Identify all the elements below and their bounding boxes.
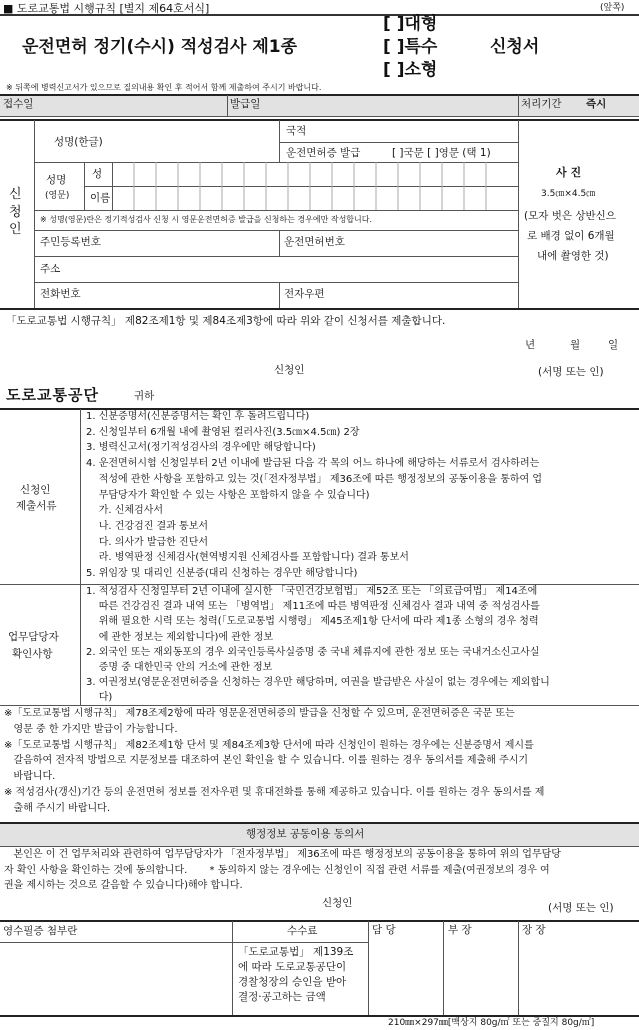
- license-language-choice[interactable]: [ ]국문 [ ]영문 (택 1): [392, 147, 491, 159]
- header-note: ※ 뒤쪽에 병력신고서가 있으므로 질의내용 확인 후 적어서 함께 제출하여 주시기 바랍니다.: [6, 83, 322, 92]
- approver-owner: 담 당: [372, 924, 396, 936]
- document-item: 5. 위임장 및 대리인 신분증(대리 신청하는 경우만 해당합니다): [86, 568, 358, 579]
- form-title: 운전면허 정기(수시) 적성검사 제1종: [22, 37, 298, 57]
- note-line: ※「도로교통법 시행규칙」 제78조제2항에 따라 영문운전면허증의 발급을 신청할 수 있으며, 운전면허증은 국문 또는: [4, 708, 515, 719]
- name-english-sub: (영문): [45, 191, 70, 201]
- consent-line: 자 확인 사항을 확인하는 것에 동의합니다. * 동의하지 않는 경우에는 신청인이 직접 관련 서류를 제출(여권정보의 경우 여: [4, 864, 550, 876]
- paper-spec: 210㎜×297㎜[백상지 80g/㎡ 또는 중질지 80g/㎡]: [388, 1018, 595, 1028]
- given-name-label: 이름: [90, 192, 111, 204]
- nationality-label: 국적: [286, 125, 307, 137]
- fee-text-1: 「도로교통법」 제139조: [238, 946, 354, 958]
- applicant-section-label: 신 청 인: [9, 187, 22, 238]
- verification-item: 위해 필요한 시력 또는 청력(「도로교통법 시행령」 제45조제1항 단서에 따라 제1종 소형의 경우 청력: [86, 616, 539, 628]
- fee-text-2: 에 따라 도로교통공단이: [238, 961, 347, 973]
- approver-section: 부 장: [448, 924, 472, 936]
- consent-sign-label: (서명 또는 인): [548, 902, 614, 914]
- verification-item: 에 관한 정보는 제외합니다)에 관한 정보: [86, 631, 274, 643]
- consent-applicant-label: 신청인: [322, 897, 353, 909]
- document-item: 2. 신청일부터 6개월 내에 촬영된 컬러사진(3.5㎝×4.5㎝) 2장: [86, 426, 360, 438]
- verification-label-2: 확인사항: [12, 648, 53, 660]
- fee-text-3: 경찰청장의 승인을 받아: [238, 976, 347, 988]
- verification-item: 2. 외국인 또는 재외동포의 경우 외국인등록사실증명 중 국내 체류지에 관한 정보 또는 국내거소신고사실: [86, 646, 540, 658]
- note-line: 바랍니다.: [4, 771, 56, 783]
- issue-date-label: 발급일: [230, 98, 261, 110]
- fee-label: 수수료: [287, 925, 318, 937]
- consent-line: 권을 제시하는 것으로 갈음할 수 있습니다)해야 합니다.: [4, 880, 243, 891]
- processing-period-label: 처리기간: [521, 98, 562, 110]
- processing-period-value: 즉시: [586, 98, 607, 110]
- declaration-text: 「도로교통법 시행규칙」 제82조제1항 및 제84조제3항에 따라 위와 같이 신청서를 제출합니다.: [6, 315, 446, 327]
- document-item: 무담당자가 확인할 수 있는 사항은 포함하지 않을 수 있습니다): [86, 489, 370, 501]
- documents-label-1: 신청인: [20, 484, 51, 496]
- approver-chief: 장 장: [522, 924, 546, 936]
- phone-label: 전화번호: [40, 288, 81, 300]
- photo-size: 3.5㎝×4.5㎝: [541, 189, 596, 199]
- resident-number-label: 주민등록번호: [40, 236, 101, 248]
- stamp-attach-label: 영수필증 첨부란: [3, 925, 78, 937]
- verification-label-1: 업무담당자: [8, 631, 59, 643]
- note-line: ※「도로교통법 시행규칙」 제82조제1항 단서 및 제84조제3항 단서에 따라 신청인이 원하는 경우에는 신분증명서 제시를: [4, 739, 534, 751]
- photo-desc-3: 내에 촬영한 것): [537, 250, 609, 262]
- form-number: ■ 도로교통법 시행규칙 [별지 제64호서식]: [3, 2, 210, 15]
- declaration-applicant-label: 신청인: [274, 364, 305, 376]
- document-item: 4. 운전면허시험 신청일부터 2년 이내에 발급된 다음 각 목의 어느 하나에 해당하는 서류로서 검사하려는: [86, 458, 540, 470]
- declaration-sign-label: (서명 또는 인): [538, 366, 604, 378]
- recipient-honorific: 귀하: [134, 390, 155, 402]
- verification-item: 1. 적성검사 신청일부터 2년 이내에 실시한 「국민건강보험법」 제52조 또는 「의료급여법」 제14조에: [86, 586, 538, 597]
- english-name-note: ※ 성명(영문)란은 정기적성검사 신청 시 영문운전면허증 발급을 신청하는 경우에만 작성합니다.: [40, 215, 373, 224]
- document-item: 적성에 관한 사항을 포함하고 있는 것(「전자정부법」 제36조에 따른 행정정보의 공동이용을 통하여 업: [86, 473, 543, 485]
- consent-line: 본인은 이 건 업무처리와 관련하여 업무담당자가 「전자정부법」 제36조에 따른 행정정보의 공동이용을 통하여 위의 업무담당: [4, 849, 561, 860]
- title-suffix: 신청서: [490, 37, 540, 57]
- document-item: 다. 의사가 발급한 진단서: [86, 536, 209, 548]
- verification-item: 다): [86, 692, 113, 704]
- verification-item: 3. 여권정보(영문운전면허증을 신청하는 경우만 해당하며, 여권을 발급받은 사실이 없는 경우에는 제외합니: [86, 677, 550, 689]
- date-day: 일: [608, 339, 619, 351]
- documents-label-2: 제출서류: [16, 500, 57, 512]
- document-item: 3. 병력신고서(정기적성검사의 경우에만 해당합니다): [86, 442, 316, 454]
- option-large[interactable]: [ ]대형: [383, 14, 438, 34]
- document-item: 1. 신분증명서(신분증명서는 확인 후 돌려드립니다): [86, 411, 310, 422]
- note-line: 갈음하여 전자적 방법으로 지문정보를 대조하여 본인 확인을 할 수 있습니다. 이를 원하는 경우 동의서를 제출해 주시기: [4, 755, 529, 767]
- recipient-org: 도로교통공단: [6, 386, 99, 404]
- license-issue-label: 운전면허증 발급: [286, 147, 361, 159]
- date-year: 년: [525, 339, 536, 351]
- photo-title: 사 진: [556, 166, 582, 179]
- license-number-label: 운전면허번호: [284, 236, 345, 248]
- document-item: 나. 건강검진 결과 통보서: [86, 520, 209, 532]
- address-label: 주소: [40, 263, 61, 275]
- note-line: 영문 중 한 가지만 발급이 가능합니다.: [4, 723, 178, 735]
- verification-item: 증명 중 대한민국 안의 거소에 관한 정보: [86, 662, 273, 673]
- photo-desc-1: (모자 벗은 상반신으: [524, 210, 616, 222]
- note-line: ※ 적성검사(갱신)기간 등의 운전면허 정보를 전자우편 및 휴대전화를 통해 제공하고 있습니다. 이를 원하는 경우 동의서를 제: [4, 787, 545, 798]
- document-item: 라. 병역판정 신체검사(현역병지원 신체검사를 포함합니다) 결과 통보서: [86, 552, 409, 564]
- email-label: 전자우편: [284, 288, 325, 300]
- surname-label: 성: [92, 168, 103, 180]
- name-english-label: 성명: [46, 174, 67, 186]
- option-small[interactable]: [ ]소형: [383, 60, 438, 80]
- verification-item: 따른 건강검진 결과 내역 또는 「병역법」 제11조에 따른 병역판정 신체검사 결과 내역 중 적성검사를: [86, 601, 540, 613]
- note-line: 출해 주시기 바랍니다.: [4, 802, 111, 814]
- date-month: 월: [570, 339, 581, 351]
- english-name-grid[interactable]: [112, 162, 518, 210]
- option-special[interactable]: [ ]특수: [383, 37, 438, 57]
- consent-title: 행정정보 공동이용 동의서: [246, 828, 365, 840]
- front-side-label: (앞쪽): [600, 3, 625, 13]
- photo-desc-2: 로 배경 없이 6개월: [527, 230, 615, 242]
- name-korean-label: 성명(한글): [54, 136, 103, 148]
- fee-text-4: 결정·공고하는 금액: [238, 991, 326, 1003]
- document-item: 가. 신체검사서: [86, 505, 164, 517]
- receipt-number-label: 접수일: [3, 98, 34, 110]
